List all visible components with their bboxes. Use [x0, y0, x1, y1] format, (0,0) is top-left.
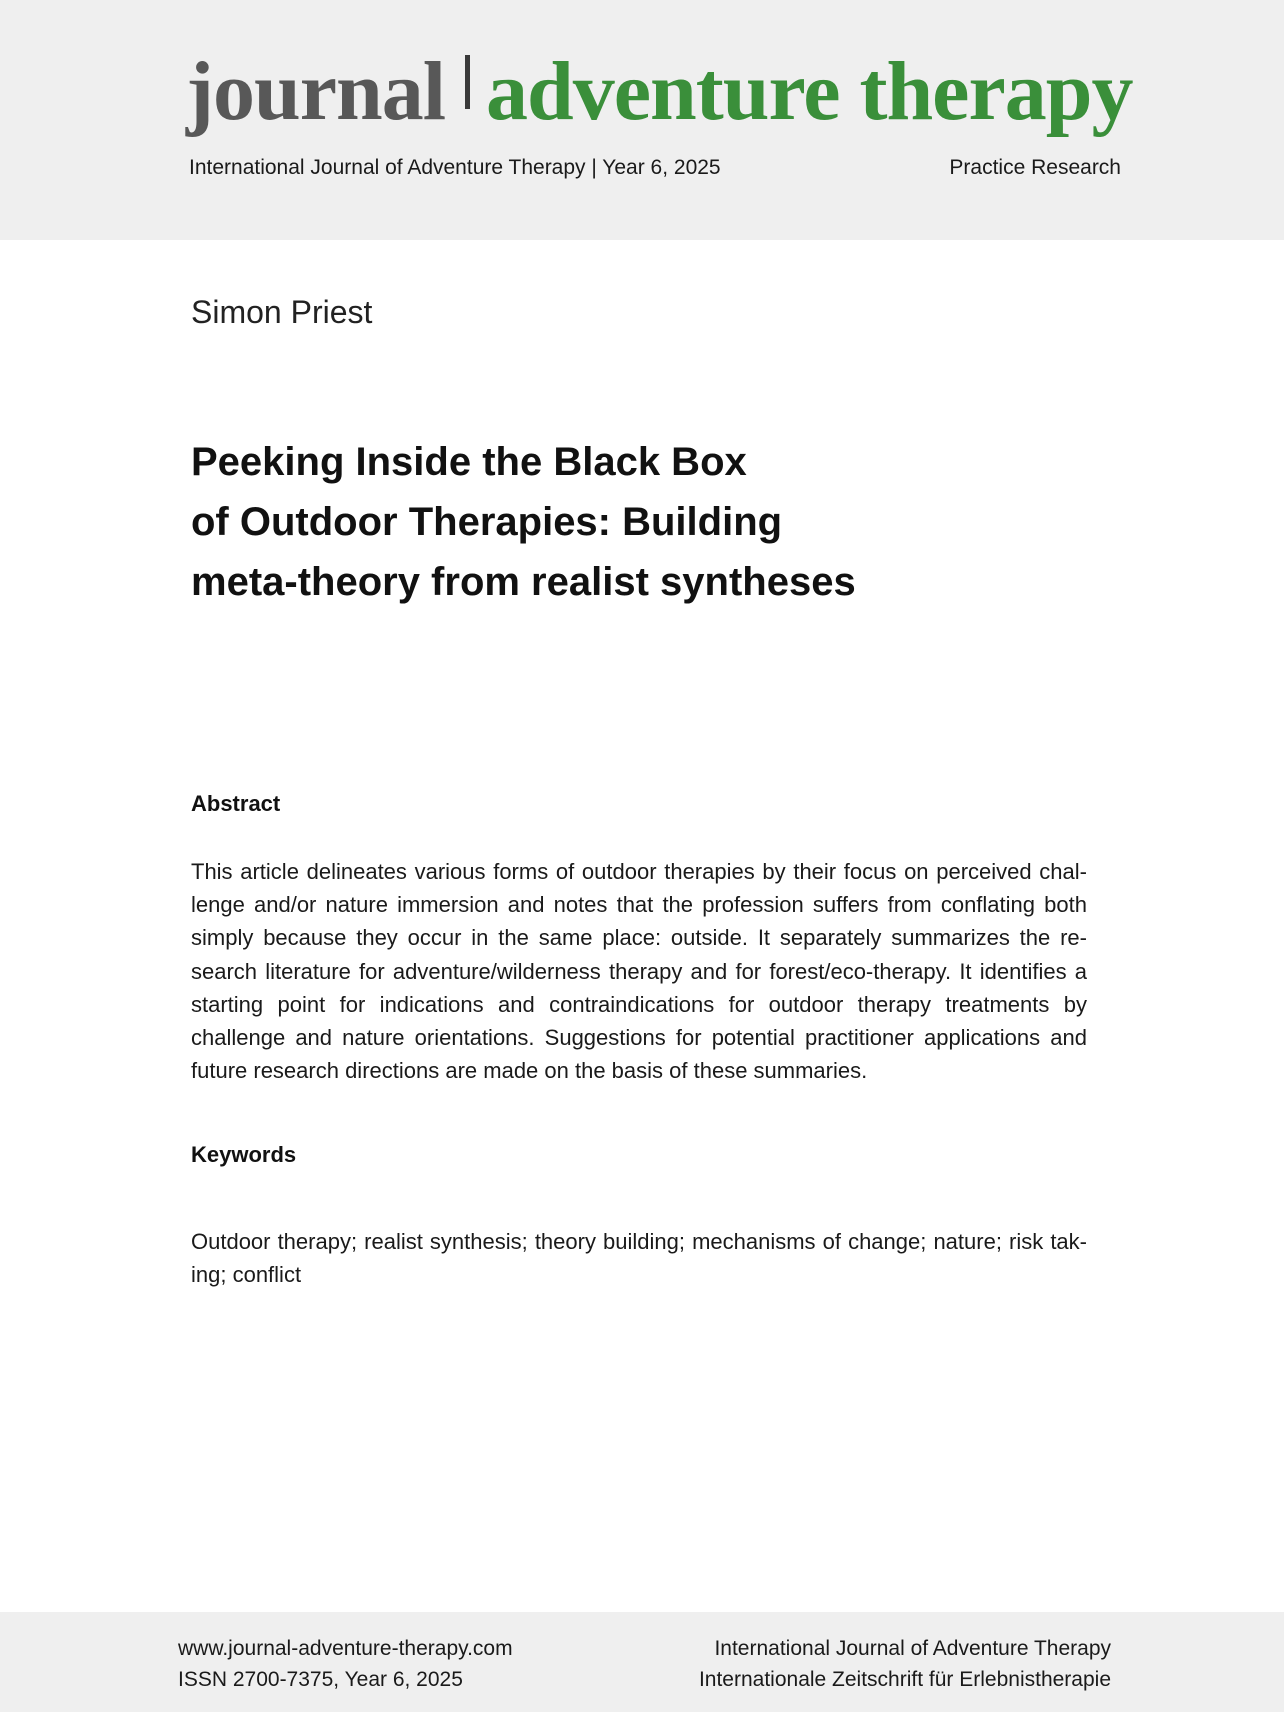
article-category: Practice Research [949, 156, 1121, 179]
footer-journal-name-de: Internationale Zeitschrift für Erlebnistherapie [698, 1668, 1111, 1691]
abstract-text: This article delineates various forms of outdoor therapies by their focus on perceived challenge and/or nature immersion and notes that the profession suffers from conflating both simply because they occur in the same place: outside. It separately summarizes the research literature for adventure/wilderness therapy and for forest/eco-therapy. It identifies a starting point for indications and contraindications for outdoor therapy treatments by challenge and nature orientations. Suggestions for potential practitioner applications and future research directions are made on the basis of these summaries. [191, 859, 1087, 1084]
journal-issue-line: International Journal of Adventure Therapy | Year 6, 2025 [189, 156, 721, 179]
logo-word-adventure-therapy: adventure therapy [486, 45, 1133, 138]
title-line: Peeking Inside the Black Box [191, 440, 747, 484]
abstract-heading: Abstract [191, 791, 281, 816]
logo-word-journal: journal [186, 45, 446, 138]
header-band [0, 0, 1284, 240]
footer-website: www.journal-adventure-therapy.com [178, 1637, 513, 1660]
author-name: Simon Priest [191, 294, 373, 330]
keywords-text: Outdoor therapy; realist synthesis; theory building; mechanisms of change; nature; risk taking; conflict [191, 1229, 1087, 1287]
logo-divider-bar [465, 55, 470, 109]
title-line: meta-theory from realist syntheses [191, 560, 856, 604]
journal-logo [186, 42, 1132, 142]
footer-left [178, 1633, 513, 1695]
footer-journal-name-en: International Journal of Adventure Therapy [714, 1637, 1111, 1660]
keywords-heading: Keywords [191, 1142, 297, 1167]
article-title [191, 432, 951, 612]
title-line: of Outdoor Therapies: Building [191, 500, 783, 544]
footer-right [699, 1633, 1111, 1695]
footer-issn: ISSN 2700-7375, Year 6, 2025 [178, 1668, 463, 1691]
